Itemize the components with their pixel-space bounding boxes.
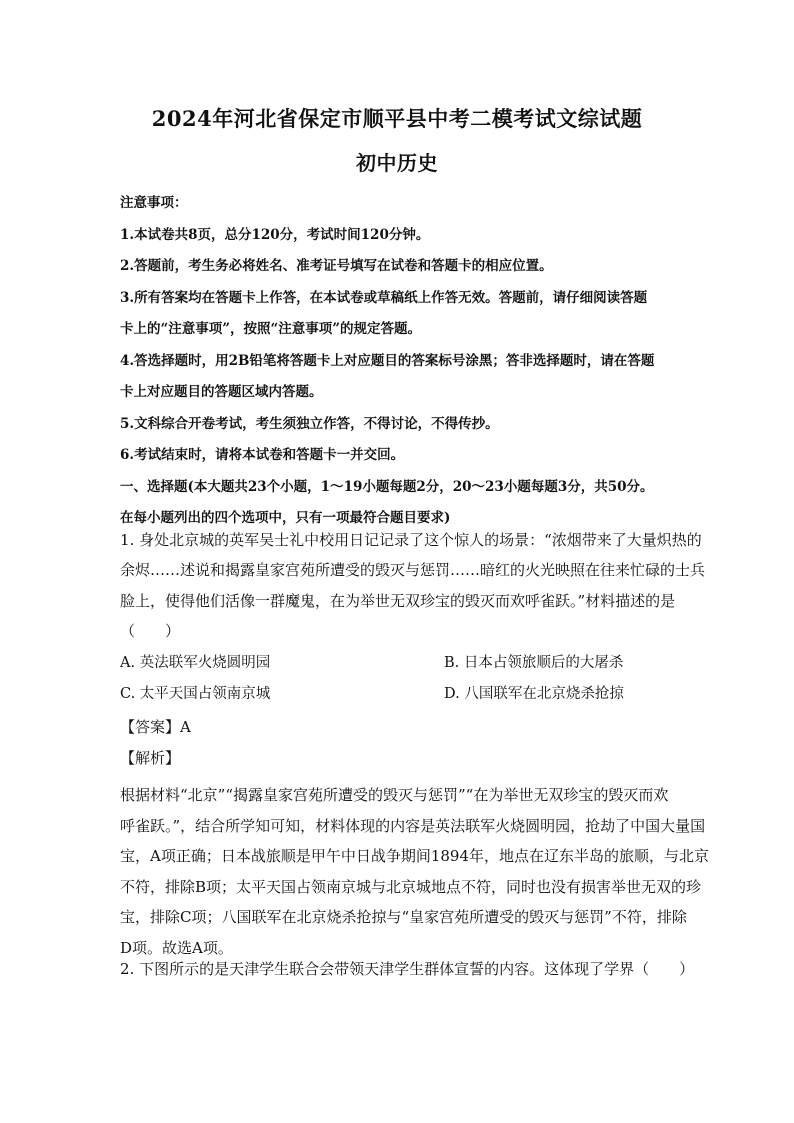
section-instruction: 在每小题列出的四个选项中，只有一项最符合题目要求) bbox=[120, 510, 451, 526]
option-d: D. 八国联军在北京烧杀抢掠 bbox=[444, 686, 624, 702]
note-line: 4.答选择题时，用2B铅笔将答题卡上对应题目的答案标号涂黑；答非选择题时，请在答题 bbox=[120, 352, 655, 369]
notes-heading: 注意事项： bbox=[120, 195, 188, 211]
page-subtitle: 初中历史 bbox=[356, 151, 438, 175]
section-instruction: 一、选择题(本大题共23个小题，1～19小题每题2分，20～23小题每题3分，共50分。 bbox=[120, 478, 654, 495]
option-b: B. 日本占领旅顺后的大屠杀 bbox=[444, 655, 624, 671]
note-line: 卡上对应题目的答题区域内答题。 bbox=[120, 384, 323, 400]
analysis-line: 宝，排除C项；八国联军在北京烧杀抢掠与“皇家宫苑所遭受的毁灭与惩罚”不符，排除 bbox=[120, 908, 687, 926]
analysis-line: 根据材料“北京”“揭露皇家宫苑所遭受的毁灭与惩罚”“在为举世无双珍宝的毁灭而欢 bbox=[120, 786, 669, 804]
question-line: 脸上，使得他们活像一群魔鬼，在为举世无双珍宝的毁灭而欢呼雀跃。”材料描述的是 bbox=[120, 591, 676, 610]
option-a: A. 英法联军火烧圆明园 bbox=[120, 655, 271, 671]
note-line: 6.考试结束时，请将本试卷和答题卡一并交回。 bbox=[120, 447, 405, 463]
note-line: 1.本试卷共8页，总分120分，考试时间120分钟。 bbox=[120, 226, 430, 243]
analysis-body bbox=[120, 780, 710, 963]
question-line: （ ） bbox=[120, 622, 181, 641]
question-line: 余烬……述说和揭露皇家宫苑所遭受的毁灭与惩罚……暗红的火光映照在往来忙碌的士兵 bbox=[120, 561, 706, 580]
answer-label: 【答案】A bbox=[120, 718, 191, 736]
analysis-line: 呼雀跃。”，结合所学知可知，材料体现的内容是英法联军火烧圆明园，抢劫了中国大量国 bbox=[120, 816, 706, 835]
question-2-stem: 2. 下图所示的是天津学生联合会带领天津学生群体宣誓的内容。这体现了学界（ ） bbox=[120, 960, 695, 978]
question-1-options bbox=[120, 648, 700, 710]
analysis-line: D项。故选A项。 bbox=[120, 938, 233, 957]
option-c: C. 太平天国占领南京城 bbox=[120, 686, 271, 702]
notes-section bbox=[120, 188, 680, 535]
note-line: 5.文科综合开卷考试，考生须独立作答，不得讨论，不得传抄。 bbox=[120, 415, 499, 432]
analysis-heading: 【解析】 bbox=[120, 749, 181, 767]
note-line: 2.答题前，考生务必将姓名、准考证号填写在试卷和答题卡的相应位置。 bbox=[120, 258, 553, 274]
analysis-line: 不符，排除B项；太平天国占领南京城与北京城地点不符，同时也没有损害举世无双的珍 bbox=[120, 877, 702, 896]
question-line: 1. 身处北京城的英军吴士礼中校用日记记录了这个惊人的场景：“浓烟带来了大量炽热的 bbox=[120, 531, 702, 549]
note-line: 卡上的“注意事项”，按照“注意事项”的规定答题。 bbox=[120, 321, 422, 337]
analysis-line: 宝，A项正确；日本战旅顺是甲午中日战争期间1894年，地点在辽东半岛的旅顺，与北京 bbox=[120, 847, 710, 865]
question-1-stem bbox=[120, 525, 706, 647]
note-line: 3.所有答案均在答题卡上作答，在本试卷或草稿纸上作答无效。答题前，请仔细阅读答题 bbox=[120, 289, 648, 306]
page-title: 2024年河北省保定市顺平县中考二模考试文综试题 bbox=[151, 106, 643, 131]
